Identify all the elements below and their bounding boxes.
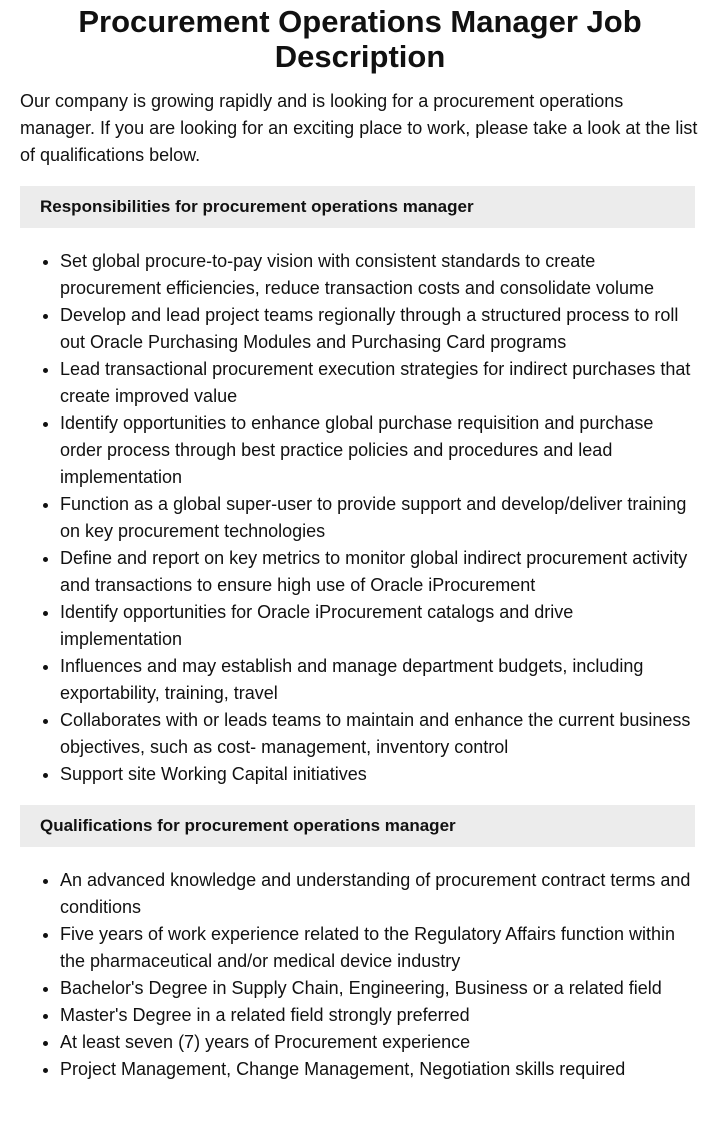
list-item: • Identify opportunities to enhance global purchase requisition and purchase order process through best practice policies and procedures and lead implementation	[60, 410, 695, 491]
list-item: • Influences and may establish and manage department budgets, including exportability, training, travel	[60, 653, 695, 707]
list-item: • At least seven (7) years of Procurement experience	[60, 1029, 695, 1056]
list-item: • Develop and lead project teams regionally through a structured process to roll out Oracle Purchasing Modules and Purchasing Card programs	[60, 302, 695, 356]
list-item: • Five years of work experience related to the Regulatory Affairs function within the pharmaceutical and/or medical device industry	[60, 921, 695, 975]
qualifications-heading: Qualifications for procurement operations manager	[20, 805, 695, 847]
list-item: • An advanced knowledge and understanding of procurement contract terms and conditions	[60, 867, 695, 921]
list-item: • Set global procure-to-pay vision with consistent standards to create procurement efficiencies, reduce transaction costs and consolidate volume	[60, 248, 695, 302]
list-item: • Bachelor's Degree in Supply Chain, Engineering, Business or a related field	[60, 975, 695, 1002]
list-item: • Collaborates with or leads teams to maintain and enhance the current business objectives, such as cost- management, inventory control	[60, 707, 695, 761]
list-item: • Project Management, Change Management, Negotiation skills required	[60, 1056, 695, 1083]
responsibilities-list	[20, 248, 695, 788]
intro-text: Our company is growing rapidly and is looking for a procurement operations manager. If you are looking for an exciting place to work, please take a look at the list of qualifications below.	[20, 91, 698, 165]
responsibilities-heading: Responsibilities for procurement operations manager	[20, 186, 695, 228]
list-item: • Define and report on key metrics to monitor global indirect procurement activity and transactions to ensure high use of Oracle iProcurement	[60, 545, 695, 599]
page-title: Procurement Operations Manager Job Description	[78, 4, 642, 74]
list-item: • Support site Working Capital initiatives	[60, 761, 695, 788]
list-item: • Identify opportunities for Oracle iProcurement catalogs and drive implementation	[60, 599, 695, 653]
qualifications-list	[20, 867, 695, 1083]
list-item: • Master's Degree in a related field strongly preferred	[60, 1002, 695, 1029]
list-item: • Function as a global super-user to provide support and develop/deliver training on key procurement technologies	[60, 491, 695, 545]
list-item: • Lead transactional procurement execution strategies for indirect purchases that create improved value	[60, 356, 695, 410]
